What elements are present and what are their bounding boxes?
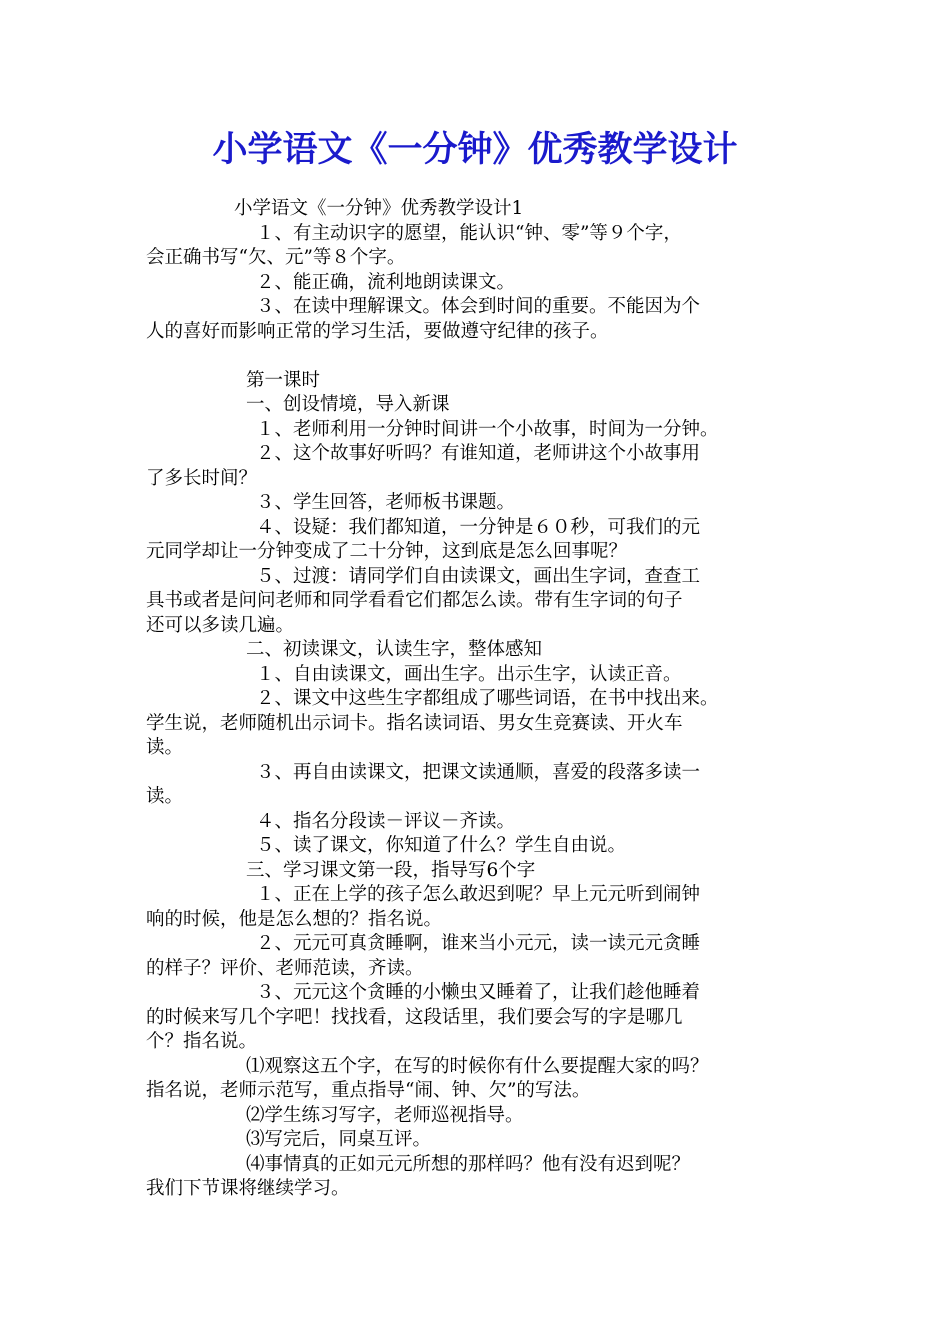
document-body: [146, 197, 816, 1202]
step-line: ２、元元可真贪睡啊，谁来当小元元，读一读元元贪睡: [256, 933, 701, 954]
subtitle-line: 小学语文《一分钟》优秀教学设计1: [234, 198, 524, 219]
step-line: １、正在上学的孩子怎么敢迟到呢？早上元元听到闹钟: [256, 884, 701, 905]
sub-step-line: 指名说，老师示范写，重点指导“闹、钟、欠”的写法。: [146, 1080, 591, 1101]
step-line: 个？指名说。: [146, 1031, 258, 1052]
section-heading: 三、学习课文第一段，指导写6个字: [246, 859, 536, 881]
step-line: 还可以多读几遍。: [146, 614, 295, 636]
section-heading: 一、创设情境，导入新课: [246, 394, 450, 415]
step-line: ３、元元这个贪睡的小懒虫又睡着了，让我们趁他睡着: [256, 982, 701, 1003]
step-line: １、自由读课文，画出生字。出示生字，认读正音。: [256, 663, 682, 685]
sub-step-line: ⑷事情真的正如元元所想的那样吗？他有没有迟到呢？: [246, 1153, 691, 1175]
objective-line: ２、能正确，流利地朗读课文。: [256, 271, 516, 293]
step-line: 学生说，老师随机出示词卡。指名读词语、男女生竞赛读、开火车: [146, 712, 683, 734]
step-line: ５、读了课文，你知道了什么？学生自由说。: [256, 835, 627, 856]
sub-step-line: 我们下节课将继续学习。: [146, 1178, 350, 1199]
step-line: ５、过渡：请同学们自由读课文，画出生字词，查查工: [256, 565, 701, 587]
section-heading: 二、初读课文，认读生字，整体感知: [246, 639, 543, 660]
step-line: 具书或者是问问老师和同学看看它们都怎么读。带有生字词的句子: [146, 590, 683, 611]
objective-line: 人的喜好而影响正常的学习生活，要做遵守纪律的孩子。: [146, 320, 609, 342]
objective-line: 会正确书写“欠、元”等８个字。: [146, 247, 406, 268]
objective-line: １、有主动识字的愿望，能认识“钟、零”等９个字，: [256, 222, 682, 244]
step-line: ４、设疑：我们都知道，一分钟是６０秒，可我们的元: [256, 516, 701, 538]
sub-step-line: ⑶写完后，同桌互评。: [246, 1129, 432, 1150]
step-line: 读。: [146, 786, 184, 807]
step-line: 读。: [146, 737, 184, 758]
step-line: ４、指名分段读－评议－齐读。: [256, 810, 516, 832]
document-title: 小学语文《一分钟》优秀教学设计: [212, 129, 738, 170]
step-line: ３、学生回答，老师板书课题。: [256, 492, 516, 513]
step-line: 元同学却让一分钟变成了二十分钟，这到底是怎么回事呢？: [146, 541, 628, 562]
sub-step-line: ⑵学生练习写字，老师巡视指导。: [246, 1104, 524, 1126]
step-line: 响的时候，他是怎么想的？指名说。: [146, 908, 443, 930]
step-line: 的样子？评价、老师范读，齐读。: [146, 957, 424, 979]
step-line: ３、再自由读课文，把课文读通顺，喜爱的段落多读一: [256, 761, 701, 783]
step-line: ２、课文中这些生字都组成了哪些词语，在书中找出来。: [256, 688, 719, 709]
sub-step-line: ⑴观察这五个字，在写的时候你有什么要提醒大家的吗？: [246, 1055, 709, 1077]
section-heading: 第一课时: [246, 369, 321, 391]
objective-line: ３、在读中理解课文。体会到时间的重要。不能因为个: [256, 296, 701, 317]
step-line: １、老师利用一分钟时间讲一个小故事，时间为一分钟。: [256, 418, 719, 440]
step-line: 的时候来写几个字吧！找找看，这段话里，我们要会写的字是哪几: [146, 1006, 683, 1028]
step-line: 了多长时间？: [146, 467, 258, 489]
step-line: ２、这个故事好听吗？有谁知道，老师讲这个小故事用: [256, 443, 701, 464]
blank-line: [146, 344, 816, 369]
